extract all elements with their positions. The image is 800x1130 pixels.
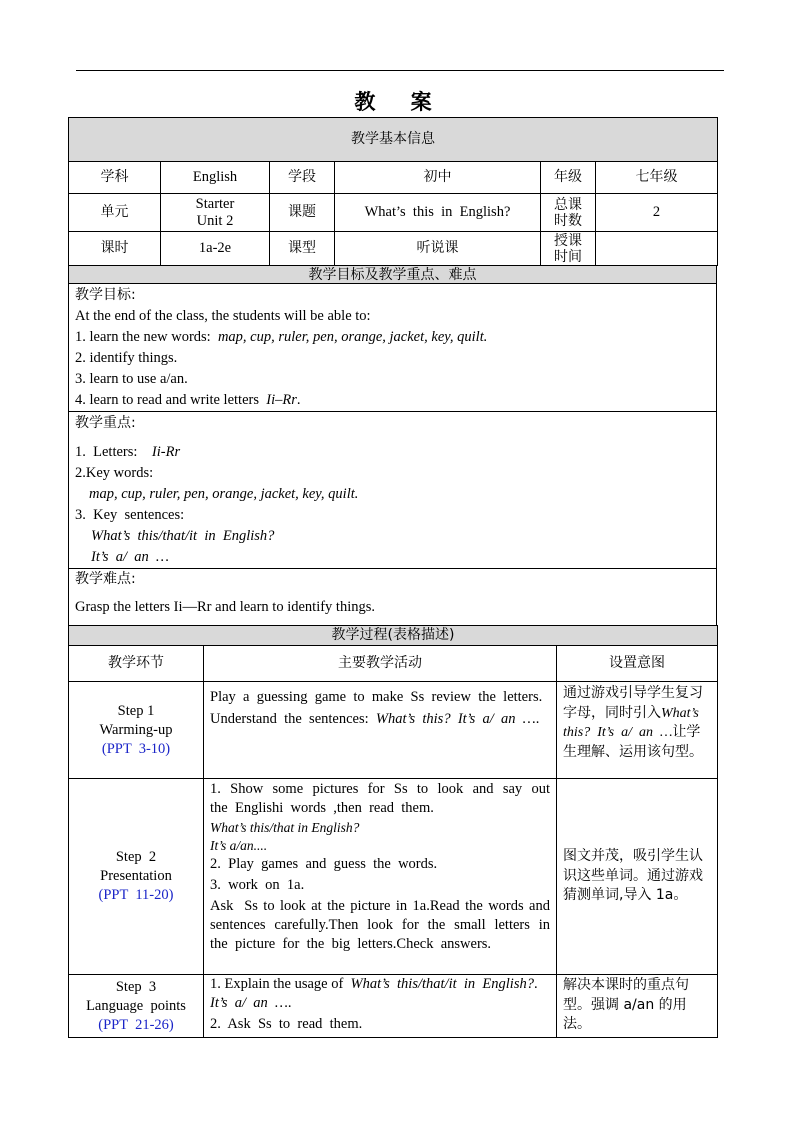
step-1-act-2 bbox=[210, 710, 550, 729]
unit-line-1: Starter bbox=[195, 195, 235, 212]
basic-info-header: 教学基本信息 bbox=[69, 118, 718, 162]
step-3-act-1-italic-2: It’s a/ an … bbox=[210, 995, 288, 1011]
step-3-name: Step 3 bbox=[115, 978, 157, 995]
unit-value bbox=[161, 194, 270, 232]
step-3-act-1-prefix: 1. Explain the usage of bbox=[210, 976, 351, 992]
unit-label: 单元 bbox=[69, 194, 161, 232]
lesson-type-label: 课型 bbox=[270, 232, 335, 266]
step-1-intent bbox=[557, 682, 718, 779]
key-2-label: 2.Key words: bbox=[75, 465, 154, 481]
goal-4 bbox=[75, 390, 710, 411]
step-1-cell bbox=[69, 682, 204, 779]
time-label-line-1: 授课 bbox=[554, 232, 582, 249]
key-1 bbox=[75, 442, 710, 463]
step-3-ppt: (PPT 21-26) bbox=[98, 1016, 174, 1033]
step-3-act-1 bbox=[210, 975, 550, 1013]
total-label-line-2: 时数 bbox=[554, 212, 582, 229]
col-step-header: 教学环节 bbox=[69, 646, 204, 682]
step-2-name: Step 2 bbox=[115, 849, 157, 865]
subject-label: 学科 bbox=[69, 162, 161, 194]
key-1-letters: Ii-Rr bbox=[151, 444, 181, 460]
step-2-intent: 图文并茂，吸引学生认识这些单词。通过游戏猜测单词,导入 1a。 bbox=[557, 779, 718, 975]
process-table bbox=[68, 625, 718, 1038]
key-3-label: 3. Key sentences: bbox=[75, 507, 185, 523]
key-3-sentence-2-row bbox=[75, 547, 710, 568]
goal-1-prefix: 1. learn the new words: bbox=[75, 329, 218, 345]
goal-4-letters: Ii–Rr bbox=[266, 392, 297, 408]
step-1-intent-1: 通过游戏引导学生复习字母，同时引入 bbox=[563, 685, 703, 721]
key-2-words: map, cup, ruler, pen, orange, jacket, key, quilt. bbox=[89, 486, 359, 502]
key-label: 教学重点: bbox=[75, 415, 136, 431]
step-1-title: Warming-up bbox=[99, 721, 173, 738]
step-1-activity bbox=[204, 682, 557, 779]
document-title: 教 案 bbox=[354, 90, 446, 114]
difficulty-label: 教学难点: bbox=[75, 571, 136, 587]
col-intent-header: 设置意图 bbox=[557, 646, 718, 682]
unit-line-2: Unit 2 bbox=[196, 212, 234, 229]
goal-label: 教学目标: bbox=[75, 287, 136, 303]
basic-info-table bbox=[68, 117, 718, 266]
step-1-act-1: Play a guessing game to make Ss review the letters. bbox=[210, 689, 543, 705]
step-3-activity bbox=[204, 975, 557, 1038]
subject-value: English bbox=[161, 162, 270, 194]
step-2-act-1: 1. Show some pictures for Ss to look and say out the Englishi words ,then read them. bbox=[210, 781, 558, 816]
goal-2: 2. identify things. bbox=[75, 350, 178, 366]
objectives-header: 教学目标及教学重点、难点 bbox=[69, 266, 717, 284]
step-2-activity bbox=[204, 779, 557, 975]
period-value: 1a-2e bbox=[161, 232, 270, 266]
stage-label: 学段 bbox=[270, 162, 335, 194]
step-2-act-5: 3. work on 1a. bbox=[210, 877, 305, 893]
step-1-act-2-italic: What’s this? It’s a/ an … bbox=[375, 711, 536, 727]
step-2-ppt: (PPT 11-20) bbox=[98, 887, 174, 903]
step-2-cell bbox=[69, 779, 204, 975]
step-1-intent-2: 让学生理解、运用该句型。 bbox=[563, 724, 703, 760]
col-activity-header: 主要教学活动 bbox=[204, 646, 557, 682]
step-2-act-6: Ask Ss to look at the picture in 1a.Read the words and sentences carefully.Then look for the small letters in the picture for the big letters.Check answers. bbox=[210, 898, 558, 952]
step-1-ppt: (PPT 3-10) bbox=[101, 740, 171, 757]
key-3-sentence-1: What’s this/that/it in English? bbox=[91, 528, 275, 544]
step-3-act-2: 2. Ask Ss to read them. bbox=[210, 1016, 363, 1032]
objectives-table bbox=[68, 265, 717, 637]
goal-intro: At the end of the class, the students will be able to: bbox=[75, 308, 371, 324]
total-hours-value: 2 bbox=[596, 194, 718, 232]
stage-value: 初中 bbox=[335, 162, 541, 194]
step-2-title: Presentation bbox=[100, 868, 172, 884]
goal-4-prefix: 4. learn to read and write letters bbox=[75, 392, 267, 408]
process-header: 教学过程(表格描述) bbox=[69, 626, 718, 646]
goal-3: 3. learn to use a/an. bbox=[75, 371, 188, 387]
topic-label: 课题 bbox=[270, 194, 335, 232]
topic-value: What’s this in English? bbox=[335, 194, 541, 232]
period-label: 课时 bbox=[69, 232, 161, 266]
step-3-act-1-suffix: . bbox=[287, 995, 292, 1011]
class-time-value bbox=[596, 232, 718, 266]
step-1-act-2-suffix: . bbox=[535, 711, 540, 727]
step-3-act-1-italic: What’s this/that/it in English? bbox=[350, 976, 534, 992]
total-label-line-1: 总课 bbox=[554, 196, 582, 213]
difficulty-text: Grasp the letters Ii—Rr and learn to identify things. bbox=[75, 599, 375, 615]
step-1-name: Step 1 bbox=[117, 702, 155, 719]
step-3-act-1-mid: . bbox=[533, 976, 545, 992]
goal-1 bbox=[75, 327, 710, 348]
step-2-act-4: 2. Play games and guess the words. bbox=[210, 856, 438, 872]
step-3-cell bbox=[69, 975, 204, 1038]
key-3-sentence-1-row bbox=[75, 526, 710, 547]
key-2-words-row bbox=[75, 484, 710, 505]
class-time-label bbox=[541, 232, 596, 266]
total-hours-label bbox=[541, 194, 596, 232]
step-1-intent-italic: What’s this? It’s a/ an … bbox=[563, 705, 706, 740]
time-label-line-2: 时间 bbox=[554, 248, 582, 265]
step-2-act-2: What’s this/that in English? bbox=[210, 820, 360, 835]
step-2-act-3: It’s a/an.... bbox=[210, 838, 268, 853]
key-3-sentence-2: It’s a/ an … bbox=[91, 549, 169, 565]
step-3-title: Language points bbox=[86, 997, 186, 1014]
top-rule bbox=[76, 70, 724, 71]
lesson-type-value: 听说课 bbox=[335, 232, 541, 266]
goal-1-words: map, cup, ruler, pen, orange, jacket, key, quilt. bbox=[217, 329, 488, 345]
step-1-act-2-prefix: Understand the sentences: bbox=[210, 711, 376, 727]
key-points-cell bbox=[69, 412, 717, 569]
grade-label: 年级 bbox=[541, 162, 596, 194]
step-3-intent: 解决本课时的重点句型。强调 a/an 的用法。 bbox=[557, 975, 718, 1038]
goal-4-suffix: . bbox=[296, 392, 301, 408]
key-1-prefix: 1. Letters: bbox=[75, 444, 152, 460]
grade-value: 七年级 bbox=[596, 162, 718, 194]
teaching-goals-cell bbox=[69, 284, 717, 412]
